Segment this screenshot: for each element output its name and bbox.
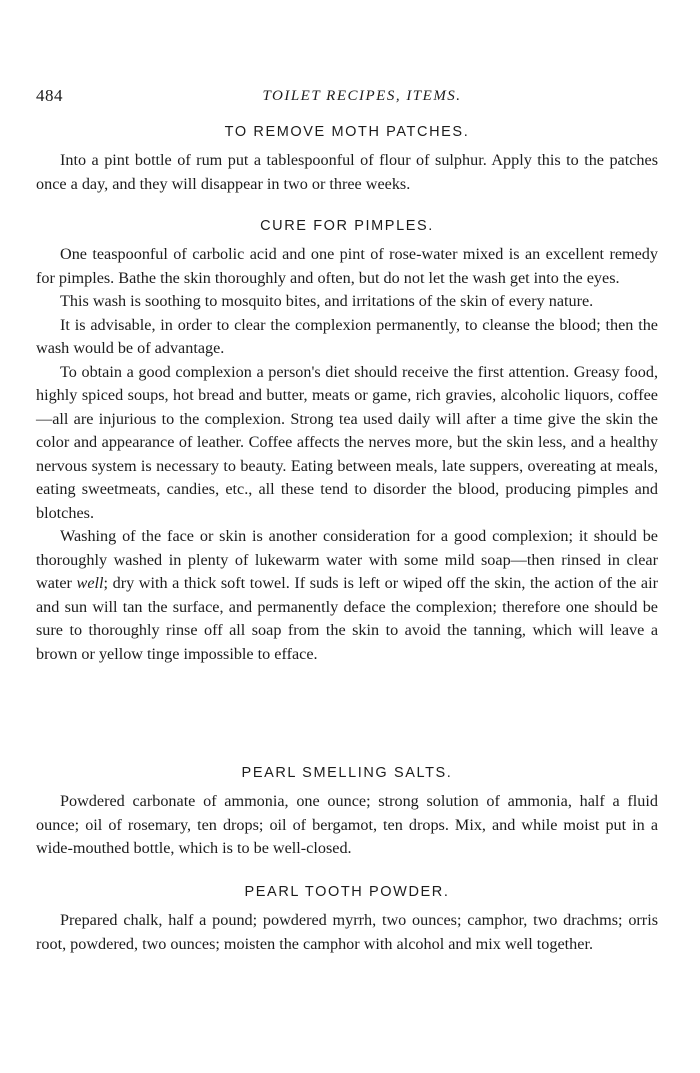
paragraph: To obtain a good complexion a person's diet should receive the first attention. Greasy food, highly spiced soups, hot bread and butter, meats or game, rich gravies, alcoholic liquors, coffee—all are injurious to the complexion. Strong tea used daily will after a time give the skin the color and appearance of leather. Coffee affects the nerves more, but the skin less, and a healthy nervous system is necessary to beauty. Eating between meals, late suppers, overeating at meals, eating sweetmeats, candies, etc., all these tend to disorder the blood, producing pimples and blotches. (36, 362, 658, 522)
paragraph: Powdered carbonate of ammonia, one ounce; strong solution of ammonia, half a fluid ounce; oil of rosemary, ten drops; oil of bergamot, ten drops. Mix, and while moist put in a wide-mouthed bottle, which is to be well-closed. (36, 792, 658, 857)
paragraph: Prepared chalk, half a pound; powdered myrrh, two ounces; camphor, two drachms; orris root, powdered, two ounces; moisten the camphor with alcohol and mix well together. (36, 911, 658, 953)
section-heading: PEARL SMELLING SALTS. (241, 765, 453, 781)
emphasized-word: well (76, 574, 104, 592)
paragraph: Into a pint bottle of rum put a tablespoonful of flour of sulphur. Apply this to the patches once a day, and they will disappear in two or three weeks. (36, 151, 658, 193)
section-pearl-smelling-salts (36, 765, 658, 861)
section-heading: TO REMOVE MOTH PATCHES. (224, 124, 470, 140)
paragraph: It is advisable, in order to clear the complexion permanently, to cleanse the blood; then the wash would be of advantage. (36, 315, 658, 357)
paragraph-text: ; dry with a thick soft towel. If suds is left or wiped off the skin, the action of the air and sun will tan the surface, and permanently deface the complexion; therefore one should be sure to thoroughly rinse off all soap from the skin to avoid the tanning, which will leave a brown or yellow tinge impossible to efface. (36, 574, 658, 663)
section-heading: PEARL TOOTH POWDER. (244, 884, 450, 900)
section-moth-patches (36, 124, 658, 196)
paragraph (36, 525, 658, 666)
running-head (36, 86, 658, 112)
page-number: 484 (36, 86, 63, 105)
paragraph-text: Washing of the face or skin is another consideration for a good complexion; it should be thoroughly washed in plenty of lukewarm water with some mild soap—then rinsed in clear water (36, 527, 658, 592)
section-cure-for-pimples (36, 218, 658, 666)
running-head-title: TOILET RECIPES, ITEMS. (262, 88, 462, 104)
paragraph: This wash is soothing to mosquito bites, and irritations of the skin of every nature. (60, 292, 594, 310)
section-heading: CURE FOR PIMPLES. (260, 218, 434, 234)
paragraph: One teaspoonful of carbolic acid and one pint of rose-water mixed is an excellent remedy for pimples. Bathe the skin thoroughly and often, but do not let the wash get into the eyes. (36, 245, 658, 287)
section-pearl-tooth-powder (36, 884, 658, 956)
